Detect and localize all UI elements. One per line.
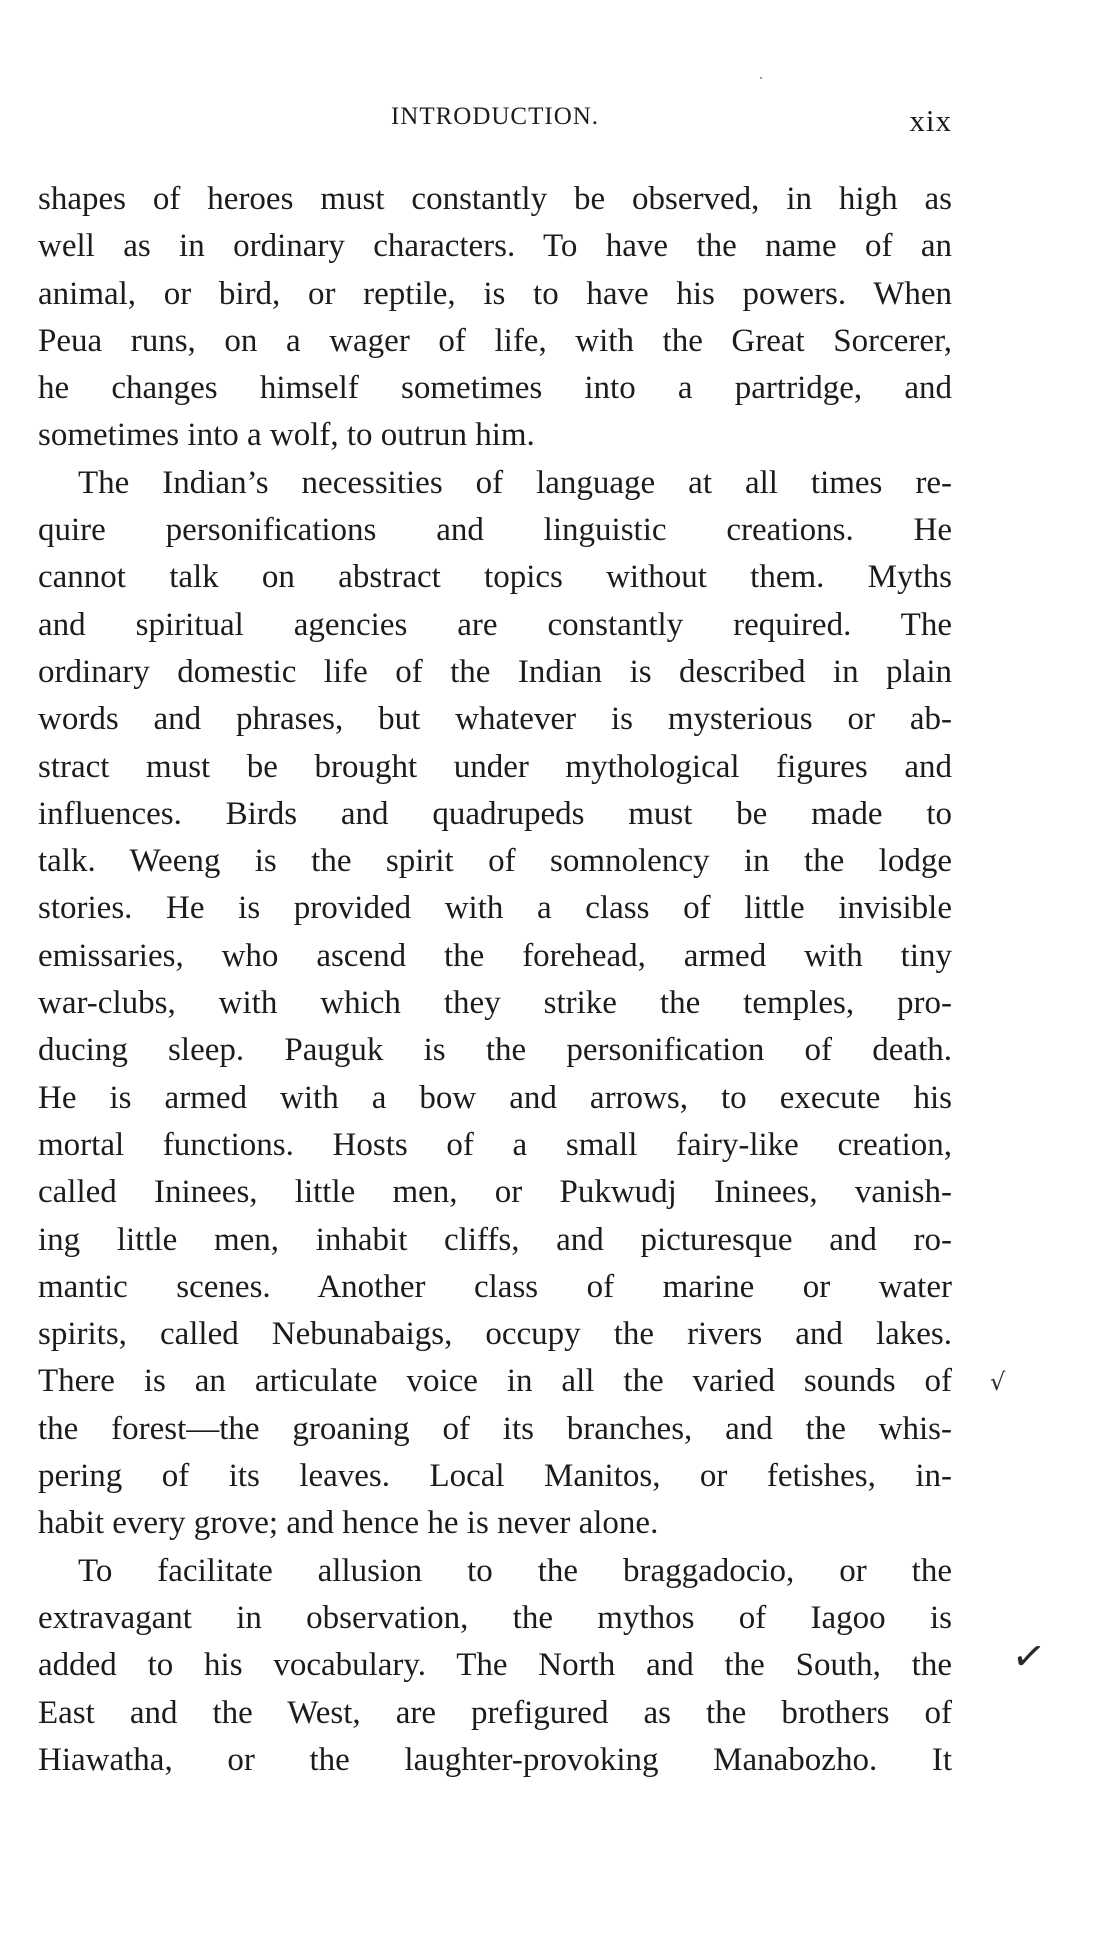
page-number: xix	[909, 103, 952, 138]
text-line: stories. He is provided with a class of little invisible	[38, 890, 952, 927]
speck-dot	[760, 77, 762, 79]
text-line: spirits, called Nebunabaigs, occupy the rivers and lakes.	[38, 1316, 952, 1353]
paragraph-start-line: The Indian’s necessities of language at all times re-	[78, 464, 952, 501]
text-line: well as in ordinary characters. To have the name of an	[38, 228, 952, 265]
text-line: pering of its leaves. Local Manitos, or fetishes, in-	[38, 1458, 952, 1495]
paragraph-end-line: habit every grove; and hence he is never alone.	[38, 1505, 659, 1542]
text-line: Peua runs, on a wager of life, with the Great Sorcerer,	[38, 322, 952, 359]
text-line: ordinary domestic life of the Indian is described in plain	[38, 653, 952, 690]
text-line: influences. Birds and quadrupeds must be made to	[38, 795, 952, 832]
margin-check-mark: ✓	[1008, 1631, 1049, 1683]
text-line: added to his vocabulary. The North and the South, the	[38, 1647, 952, 1684]
text-line: called Ininees, little men, or Pukwudj Ininees, vanish-	[38, 1174, 952, 1211]
paragraph-end-line: sometimes into a wolf, to outrun him.	[38, 417, 535, 454]
text-line: animal, or bird, or reptile, is to have his powers. When	[38, 275, 952, 312]
paragraph-start-line: To facilitate allusion to the braggadocio, or the	[78, 1552, 952, 1589]
text-line: ducing sleep. Pauguk is the personification of death.	[38, 1032, 952, 1069]
running-head	[38, 103, 952, 143]
body-text	[38, 176, 952, 1784]
text-line: extravagant in observation, the mythos of Iagoo is	[38, 1599, 952, 1636]
text-line: Hiawatha, or the laughter-provoking Manabozho. It	[38, 1741, 952, 1778]
text-line: stract must be brought under mythological figures and	[38, 748, 952, 785]
text-line: There is an articulate voice in all the varied sounds of	[38, 1363, 952, 1400]
text-line: shapes of heroes must constantly be observed, in high as	[38, 181, 952, 217]
text-line: emissaries, who ascend the forehead, armed with tiny	[38, 937, 952, 974]
text-line: words and phrases, but whatever is mysterious or ab-	[38, 701, 952, 738]
text-line: mantic scenes. Another class of marine or water	[38, 1268, 952, 1305]
text-line: and spiritual agencies are constantly required. The	[38, 606, 952, 643]
text-line: He is armed with a bow and arrows, to execute his	[38, 1079, 952, 1116]
text-line: war-clubs, with which they strike the temples, pro-	[38, 985, 952, 1022]
text-line: he changes himself sometimes into a partridge, and	[38, 370, 952, 407]
text-line: quire personifications and linguistic creations. He	[38, 512, 952, 549]
text-line: mortal functions. Hosts of a small fairy-like creation,	[38, 1126, 952, 1163]
text-line: cannot talk on abstract topics without them. Myths	[38, 559, 952, 596]
text-line: ing little men, inhabit cliffs, and picturesque and ro-	[38, 1221, 952, 1258]
chapter-title: INTRODUCTION.	[390, 103, 600, 130]
text-line: talk. Weeng is the spirit of somnolency in the lodge	[38, 843, 952, 880]
margin-check-mark: √	[990, 1368, 1006, 1396]
text-line: East and the West, are prefigured as the brothers of	[38, 1694, 952, 1731]
text-line: the forest—the groaning of its branches, and the whis-	[38, 1410, 952, 1447]
